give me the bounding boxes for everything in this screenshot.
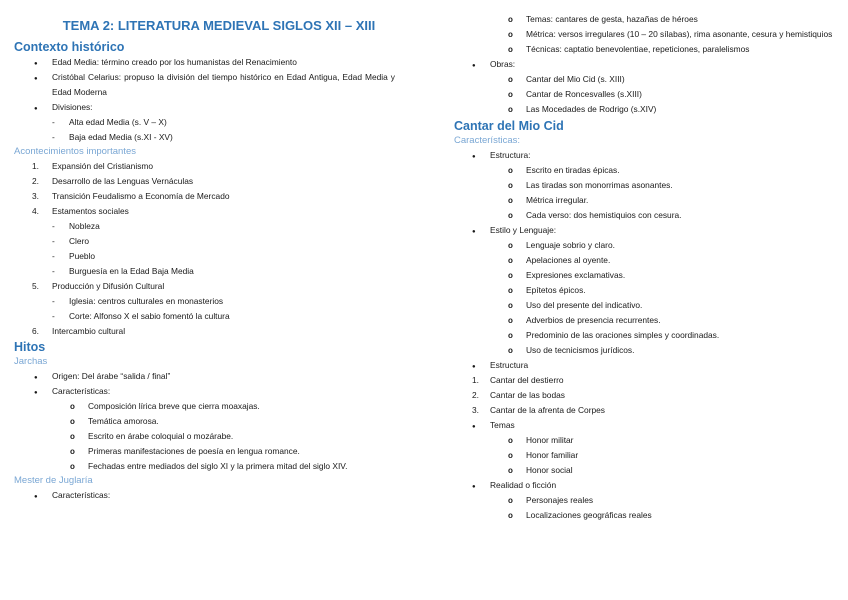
- sub-item: - Burguesía en la Edad Baja Media: [52, 266, 194, 276]
- circle-item: o Las Mocedades de Rodrigo (s.XIV): [454, 102, 840, 117]
- bullet-item: ● Estructura:: [454, 148, 840, 163]
- bullet-item: ● Edad Media: término creado por los humanistas del Renacimiento: [14, 55, 404, 70]
- circle-item: o Técnicas: captatio benevolentiae, repeticiones, paralelismos: [454, 42, 840, 57]
- bullet-item: ● Origen: Del árabe “salida / final”: [14, 369, 404, 384]
- circle-item: o Adverbios de presencia recurrentes.: [454, 313, 840, 328]
- circle-item: o Cantar de Roncesvalles (s.XIII): [454, 87, 840, 102]
- sub-item: - Nobleza: [52, 221, 100, 231]
- circle-item: o Las tiradas son monorrimas asonantes.: [454, 178, 840, 193]
- circle-item: o Personajes reales: [454, 493, 840, 508]
- circle-item: o Composición lírica breve que cierra moaxajas.: [14, 399, 404, 414]
- bullet-item: ● Realidad o ficción: [454, 478, 840, 493]
- sub-item: - Clero: [52, 236, 90, 246]
- circle-item: o Lenguaje sobrio y claro.: [454, 238, 840, 253]
- sub-item: - Baja edad Media (s.XI - XV): [52, 132, 173, 142]
- bullet-item: ● Temas: [454, 418, 840, 433]
- circle-item: o Métrica: versos irregulares (10 – 20 sílabas), rima asonante, cesura y hemistiquios: [454, 27, 840, 42]
- sub-item: - Iglesia: centros culturales en monasterios: [52, 296, 224, 306]
- heading-acontecimientos: Acontecimientos importantes: [14, 146, 136, 157]
- bullet-item: ● Estructura: [454, 358, 840, 373]
- numbered-item: 2. Desarrollo de las Lenguas Vernáculas: [32, 176, 194, 186]
- numbered-item: 1. Expansión del Cristianismo: [32, 161, 154, 171]
- circle-item: o Temas: cantares de gesta, hazañas de héroes: [454, 12, 840, 27]
- circle-item: o Métrica irregular.: [454, 193, 840, 208]
- circle-item: o Honor social: [454, 463, 840, 478]
- bullet-item: ● Obras:: [454, 57, 840, 72]
- numbered-item: 1. Cantar del destierro: [472, 375, 564, 385]
- heading-mester: Mester de Juglaría: [14, 475, 93, 486]
- circle-item: o Predominio de las oraciones simples y coordinadas.: [454, 328, 840, 343]
- circle-item: o Temática amorosa.: [14, 414, 404, 429]
- circle-item: o Escrito en tiradas épicas.: [454, 163, 840, 178]
- numbered-item: 5. Producción y Difusión Cultural: [32, 281, 165, 291]
- circle-item: o Honor familiar: [454, 448, 840, 463]
- numbered-item: 2. Cantar de las bodas: [472, 390, 565, 400]
- document-title: TEMA 2: LITERATURA MEDIEVAL SIGLOS XII – XIII: [62, 18, 376, 33]
- sub-item: - Alta edad Media (s. V – X): [52, 117, 167, 127]
- heading-cantar: Cantar del Mio Cid: [454, 119, 564, 133]
- bullet-item: ● Divisiones:: [14, 100, 404, 115]
- numbered-item: 3. Transición Feudalismo a Economía de Mercado: [32, 191, 230, 201]
- circle-item: o Apelaciones al oyente.: [454, 253, 840, 268]
- circle-item: o Expresiones exclamativas.: [454, 268, 840, 283]
- circle-item: o Uso de tecnicismos jurídicos.: [454, 343, 840, 358]
- heading-caracteristicas: Características:: [454, 135, 520, 146]
- circle-item: o Honor militar: [454, 433, 840, 448]
- circle-item: o Primeras manifestaciones de poesía en lengua romance.: [14, 444, 404, 459]
- heading-contexto: Contexto histórico: [14, 40, 125, 54]
- bullet-item: ● Estilo y Lenguaje:: [454, 223, 840, 238]
- left-column: [14, 0, 404, 503]
- circle-item: o Localizaciones geográficas reales: [454, 508, 840, 523]
- sub-item: - Corte: Alfonso X el sabio fomentó la cultura: [52, 311, 230, 321]
- sub-item: - Pueblo: [52, 251, 96, 261]
- numbered-item: 4. Estamentos sociales: [32, 206, 129, 216]
- right-column: [454, 12, 840, 523]
- bullet-item: ● Características:: [14, 488, 404, 503]
- heading-hitos: Hitos: [14, 340, 46, 354]
- circle-item: o Uso del presente del indicativo.: [454, 298, 840, 313]
- numbered-item: 6. Intercambio cultural: [32, 326, 126, 336]
- circle-item: o Epítetos épicos.: [454, 283, 840, 298]
- numbered-item: 3. Cantar de la afrenta de Corpes: [472, 405, 605, 415]
- circle-item: o Cantar del Mio Cid (s. XIII): [454, 72, 840, 87]
- circle-item: o Fechadas entre mediados del siglo XI y la primera mitad del siglo XIV.: [14, 459, 404, 474]
- circle-item: o Cada verso: dos hemistiquios con cesura.: [454, 208, 840, 223]
- bullet-item: ● Características:: [14, 384, 404, 399]
- circle-item: o Escrito en árabe coloquial o mozárabe.: [14, 429, 404, 444]
- bullet-item: ● Cristóbal Celarius: propuso la división del tiempo histórico en Edad Antigua, Edad Media y Edad Moderna: [14, 70, 395, 100]
- heading-jarchas: Jarchas: [14, 356, 48, 367]
